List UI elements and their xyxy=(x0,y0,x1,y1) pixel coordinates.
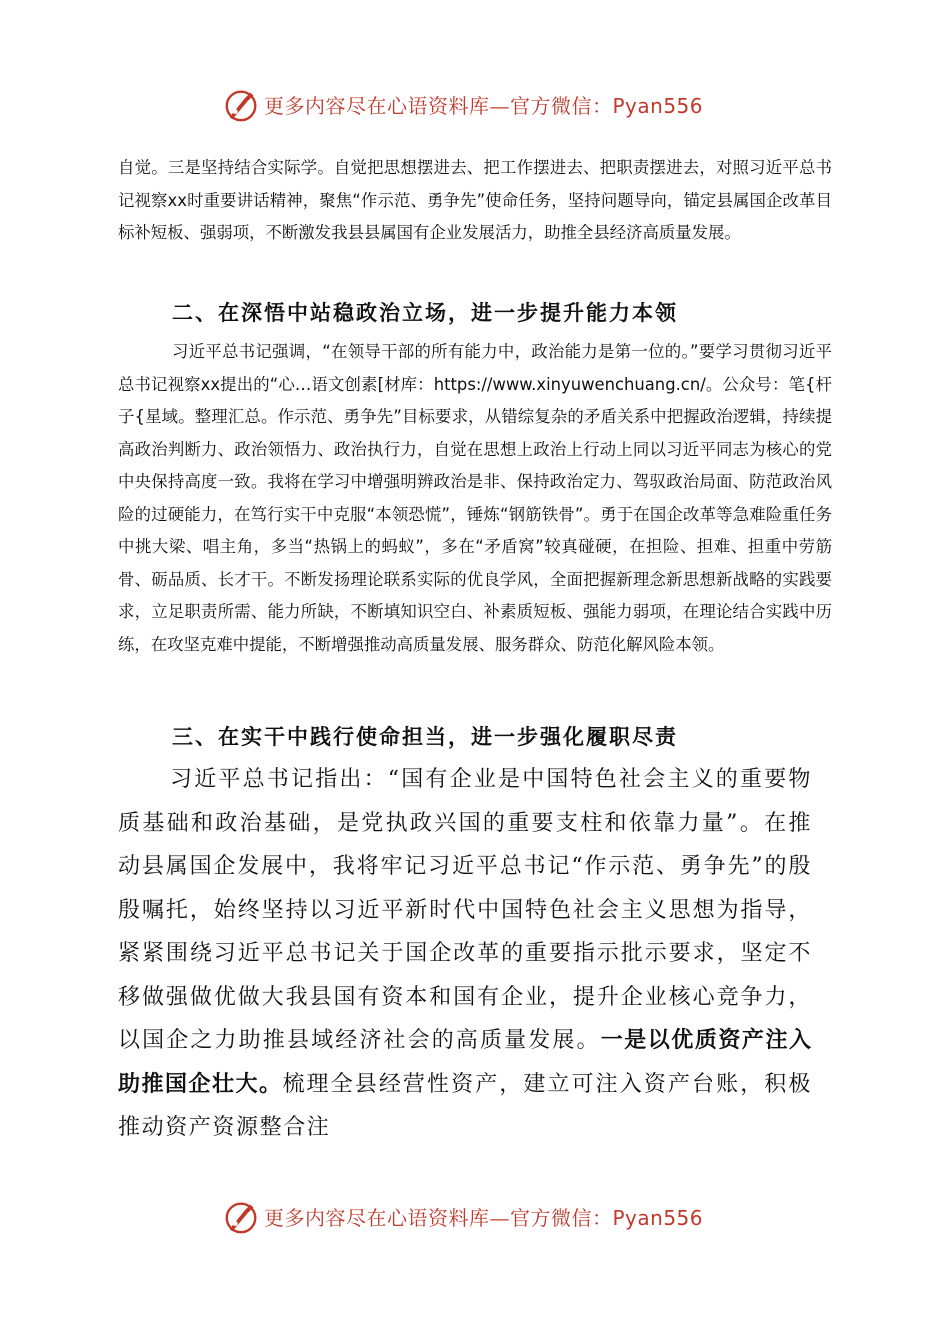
watermark-text xyxy=(264,90,703,119)
paragraph-3-bold-lead: 一是以优质资产注入助推国企壮大。 xyxy=(118,1028,812,1097)
paragraph-3 xyxy=(118,758,812,1150)
paragraph-1: 自觉。三是坚持结合实际学。自觉把思想摆进去、把工作摆进去、把职责摆进去，对照习近平总书记视察xx时重要讲话精神，聚焦“作示范、勇争先”使命任务，坚持问题导向，锚定县属国企改革目标补短板、强弱项，不断激发我县县属国有企业发展活力，助推全县经济高质量发展。 xyxy=(118,158,832,242)
section-heading-2: 二、在深悟中站稳政治立场，进一步提升能力本领 xyxy=(172,300,678,325)
watermark-wechat-id: Pyan556 xyxy=(612,1205,704,1230)
paragraph-3-tail: 梳理全县经营性资产，建立可注入资产台账，积极推动资产资源整合注 xyxy=(118,1071,812,1140)
watermark-site-text: 更多内容尽在心语资料库—官方微信： xyxy=(264,1205,613,1230)
paragraph-3-text: 习近平总书记指出：“国有企业是中国特色社会主义的重要物质基础和政治基础，是党执政兴国的重要支柱和依靠力量”。在推动县属国企发展中，我将牢记习近平总书记“作示范、勇争先”的殷殷嘱托，始终坚持以习近平新时代中国特色社会主义思想为指导，紧紧围绕习近平总书记关于国企改革的重要指示批示要求，坚定不移做强做优做大我县国有资本和国有企业，提升企业核心竞争力，以国企之力助推县域经济社会的高质量发展。 xyxy=(118,767,812,1053)
pen-nib-logo-icon xyxy=(222,85,260,123)
watermark-wechat-id: Pyan556 xyxy=(612,93,704,118)
watermark-banner-bottom xyxy=(222,1196,703,1236)
pen-nib-logo-icon xyxy=(222,1197,260,1235)
watermark-site-text: 更多内容尽在心语资料库—官方微信： xyxy=(264,93,613,118)
watermark-text xyxy=(264,1202,703,1231)
paragraph-2: 习近平总书记强调，“在领导干部的所有能力中，政治能力是第一位的。”要学习贯彻习近平总书记视察xx提出的“心…语文创素[材库：https://www.xinyuwenchuang.cn/。公众号：笔{杆子{星域。整理汇总。作示范、勇争先”目标要求，从错综复杂的矛盾关系中把握政治逻辑，持续提高政治判断力、政治领悟力、政治执行力，自觉在思想上政治上行动上同以习近平同志为核心的党中央保持高度一致。我将在学习中增强明辨政治是非、保持政治定力、驾驭政治局面、防范政治风险的过硬能力，在笃行实干中克服“本领恐慌”，锤炼“钢筋铁骨”。勇于在国企改革等急难险重任务中挑大梁、唱主角，多当“热锅上的蚂蚁”，多在“矛盾窝”较真碰硬，在担险、担难、担重中劳筋骨、砺品质、长才干。不断发扬理论联系实际的优良学风，全面把握新理念新思想新战略的实践要求，立足职责所需、能力所缺，不断填知识空白、补素质短板、强能力弱项，在理论结合实践中历练，在攻坚克难中提能，不断增强推动高质量发展、服务群众、防范化解风险本领。 xyxy=(118,342,832,654)
section-heading-3: 三、在实干中践行使命担当，进一步强化履职尽责 xyxy=(172,724,678,749)
watermark-banner-top xyxy=(222,84,703,124)
